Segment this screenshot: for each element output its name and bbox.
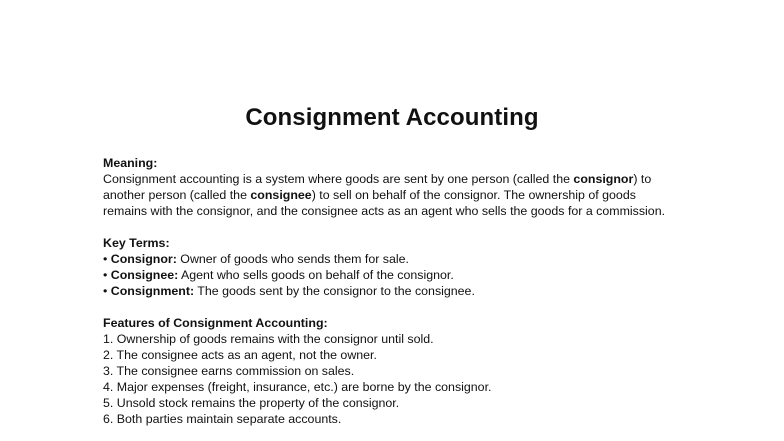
term-label: Consignee: [110, 268, 179, 282]
meaning-text-part: Consignment accounting is a system where goods are sent by one person (called the [103, 172, 574, 186]
term-definition: Owner of goods who sends them for sale. [176, 252, 409, 266]
list-item: 5. Unsold stock remains the property of the consignor. [103, 396, 400, 410]
term-definition: The goods sent by the consignor to the consignee. [194, 284, 475, 298]
page-title: Consignment Accounting [245, 104, 539, 131]
bullet: • [103, 284, 111, 298]
list-item: 4. Major expenses (freight, insurance, etc.) are borne by the consignor. [103, 380, 492, 394]
list-item: 1. Ownership of goods remains with the consignor until sold. [103, 332, 434, 346]
list-item [103, 267, 683, 283]
bullet: • [103, 252, 111, 266]
key-terms-list [103, 251, 683, 299]
meaning-text-part: ) to sell on behalf of the consignor. The ownership of goods remains with the consignor, and the consignee acts as an agent who sells the goods for a commission. [103, 188, 666, 218]
meaning-text-part: ) to another person (called the [103, 172, 652, 202]
list-item [103, 283, 683, 299]
term-definition: Agent who sells goods on behalf of the consignor. [178, 268, 454, 282]
term-label: Consignor: [110, 252, 177, 266]
list-item: 2. The consignee acts as an agent, not the owner. [103, 348, 377, 362]
document-body [103, 155, 683, 427]
term-label: Consignment: [110, 284, 195, 298]
bullet: • [103, 268, 111, 282]
list-item: 3. The consignee earns commission on sales. [103, 364, 355, 378]
features-section [103, 315, 683, 427]
consignor-term: consignor [573, 172, 634, 186]
key-terms-heading: Key Terms: [103, 236, 170, 250]
meaning-paragraph [103, 171, 683, 219]
features-list [103, 331, 683, 427]
meaning-section [103, 155, 683, 219]
key-terms-section [103, 235, 683, 299]
consignee-term: consignee [250, 188, 312, 202]
list-item: 6. Both parties maintain separate accounts. [103, 412, 342, 426]
list-item [103, 251, 683, 267]
features-heading: Features of Consignment Accounting: [103, 316, 328, 330]
meaning-heading: Meaning: [103, 156, 158, 170]
